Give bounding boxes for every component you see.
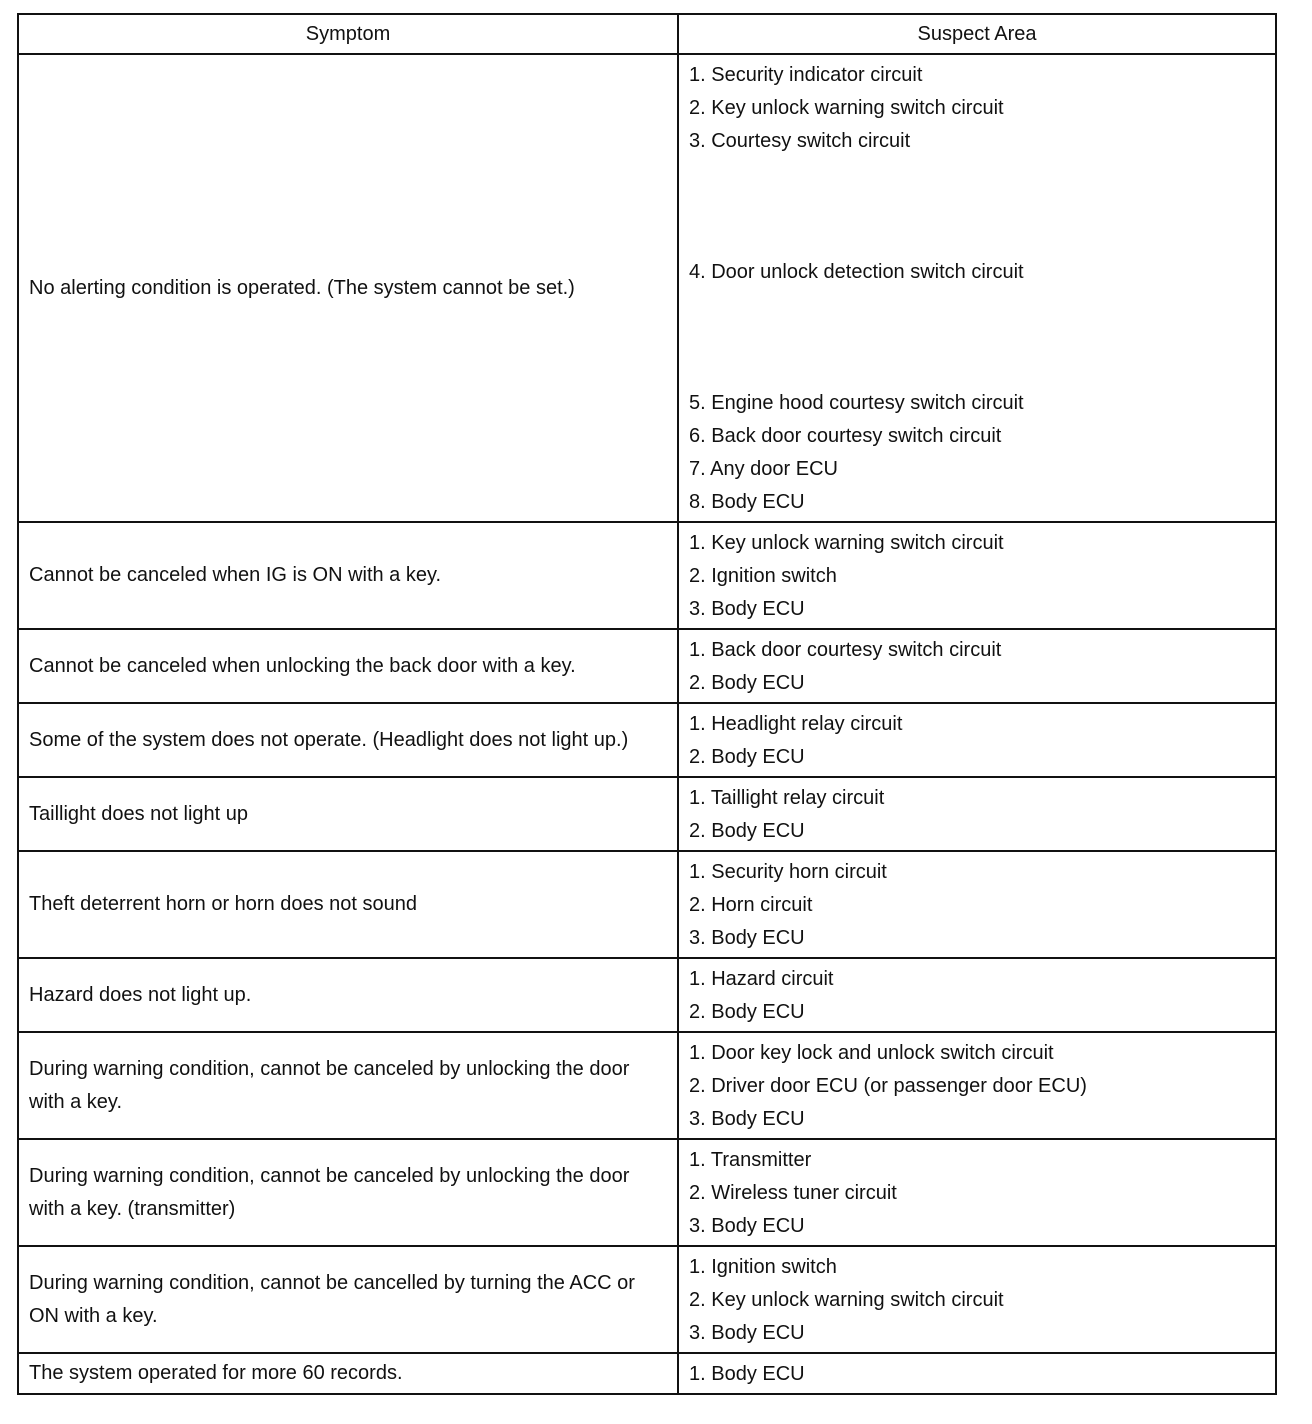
symptom-cell: The system operated for more 60 records. bbox=[19, 1354, 679, 1393]
table-row bbox=[19, 1352, 1275, 1393]
suspect-cell bbox=[679, 959, 1275, 1031]
table-row bbox=[19, 1138, 1275, 1245]
suspect-cell bbox=[679, 704, 1275, 776]
header-suspect-area: Suspect Area bbox=[917, 23, 1037, 45]
suspect-cell bbox=[679, 852, 1275, 957]
symptom-cell: During warning condition, cannot be cancelled by turning the ACC or ON with a key. bbox=[19, 1247, 679, 1352]
suspect-item: 1. Security indicator circuit bbox=[689, 64, 923, 86]
suspect-item: 1. Headlight relay circuit bbox=[689, 713, 903, 735]
table-row bbox=[19, 628, 1275, 702]
suspect-item: 3. Courtesy switch circuit bbox=[689, 130, 911, 152]
suspect-item: 2. Key unlock warning switch circuit bbox=[689, 97, 1004, 119]
suspect-item: 2. Body ECU bbox=[689, 746, 805, 768]
suspect-cell bbox=[679, 630, 1275, 702]
suspect-cell bbox=[679, 1247, 1275, 1352]
symptom-cell: Hazard does not light up. bbox=[19, 959, 679, 1031]
symptom-cell: No alerting condition is operated. (The system cannot be set.) bbox=[19, 55, 679, 521]
header-symptom: Symptom bbox=[19, 15, 679, 53]
table-row bbox=[19, 1245, 1275, 1352]
symptom-cell: During warning condition, cannot be canceled by unlocking the door with a key. (transmitter) bbox=[19, 1140, 679, 1245]
suspect-item: 8. Body ECU bbox=[689, 491, 805, 513]
suspect-item: 3. Body ECU bbox=[689, 1215, 805, 1237]
suspect-item: 4. Door unlock detection switch circuit bbox=[689, 261, 1024, 283]
table-row bbox=[19, 1031, 1275, 1138]
symptom-cell: During warning condition, cannot be canceled by unlocking the door with a key. bbox=[19, 1033, 679, 1138]
table-row bbox=[19, 957, 1275, 1031]
suspect-item: 1. Taillight relay circuit bbox=[689, 787, 885, 809]
suspect-item: 1. Door key lock and unlock switch circuit bbox=[689, 1042, 1054, 1064]
table-row bbox=[19, 776, 1275, 850]
suspect-cell bbox=[679, 1354, 1275, 1393]
suspect-item: 2. Body ECU bbox=[689, 820, 805, 842]
suspect-cell bbox=[679, 523, 1275, 628]
suspect-item: 5. Engine hood courtesy switch circuit bbox=[689, 392, 1024, 414]
table-header-row bbox=[19, 15, 1275, 53]
suspect-item: 2. Driver door ECU (or passenger door ECU) bbox=[689, 1075, 1087, 1097]
table-row bbox=[19, 850, 1275, 957]
symptom-cell: Theft deterrent horn or horn does not sound bbox=[19, 852, 679, 957]
table-row bbox=[19, 521, 1275, 628]
suspect-item: 2. Key unlock warning switch circuit bbox=[689, 1289, 1004, 1311]
symptom-table bbox=[17, 13, 1277, 1395]
suspect-item: 2. Horn circuit bbox=[689, 894, 813, 916]
suspect-item: 1. Key unlock warning switch circuit bbox=[689, 532, 1004, 554]
table-row bbox=[19, 702, 1275, 776]
suspect-cell bbox=[679, 55, 1275, 521]
symptom-cell: Taillight does not light up bbox=[19, 778, 679, 850]
suspect-item: 1. Body ECU bbox=[689, 1363, 805, 1385]
symptom-cell: Some of the system does not operate. (Headlight does not light up.) bbox=[19, 704, 679, 776]
suspect-cell bbox=[679, 1140, 1275, 1245]
suspect-item: 7. Any door ECU bbox=[689, 458, 838, 480]
suspect-item: 3. Body ECU bbox=[689, 598, 805, 620]
table-row bbox=[19, 53, 1275, 521]
suspect-item: 2. Ignition switch bbox=[689, 565, 837, 587]
suspect-item: 6. Back door courtesy switch circuit bbox=[689, 425, 1002, 447]
symptom-cell: Cannot be canceled when unlocking the back door with a key. bbox=[19, 630, 679, 702]
suspect-item: 1. Back door courtesy switch circuit bbox=[689, 639, 1002, 661]
suspect-item: 3. Body ECU bbox=[689, 1108, 805, 1130]
suspect-item: 1. Security horn circuit bbox=[689, 861, 887, 883]
suspect-cell bbox=[679, 778, 1275, 850]
suspect-cell bbox=[679, 1033, 1275, 1138]
suspect-item: 1. Ignition switch bbox=[689, 1256, 837, 1278]
suspect-item: 2. Body ECU bbox=[689, 672, 805, 694]
suspect-item: 3. Body ECU bbox=[689, 1322, 805, 1344]
symptom-cell: Cannot be canceled when IG is ON with a key. bbox=[19, 523, 679, 628]
suspect-item: 3. Body ECU bbox=[689, 927, 805, 949]
suspect-item: 2. Body ECU bbox=[689, 1001, 805, 1023]
suspect-item: 2. Wireless tuner circuit bbox=[689, 1182, 897, 1204]
suspect-item: 1. Transmitter bbox=[689, 1149, 812, 1171]
suspect-item: 1. Hazard circuit bbox=[689, 968, 834, 990]
